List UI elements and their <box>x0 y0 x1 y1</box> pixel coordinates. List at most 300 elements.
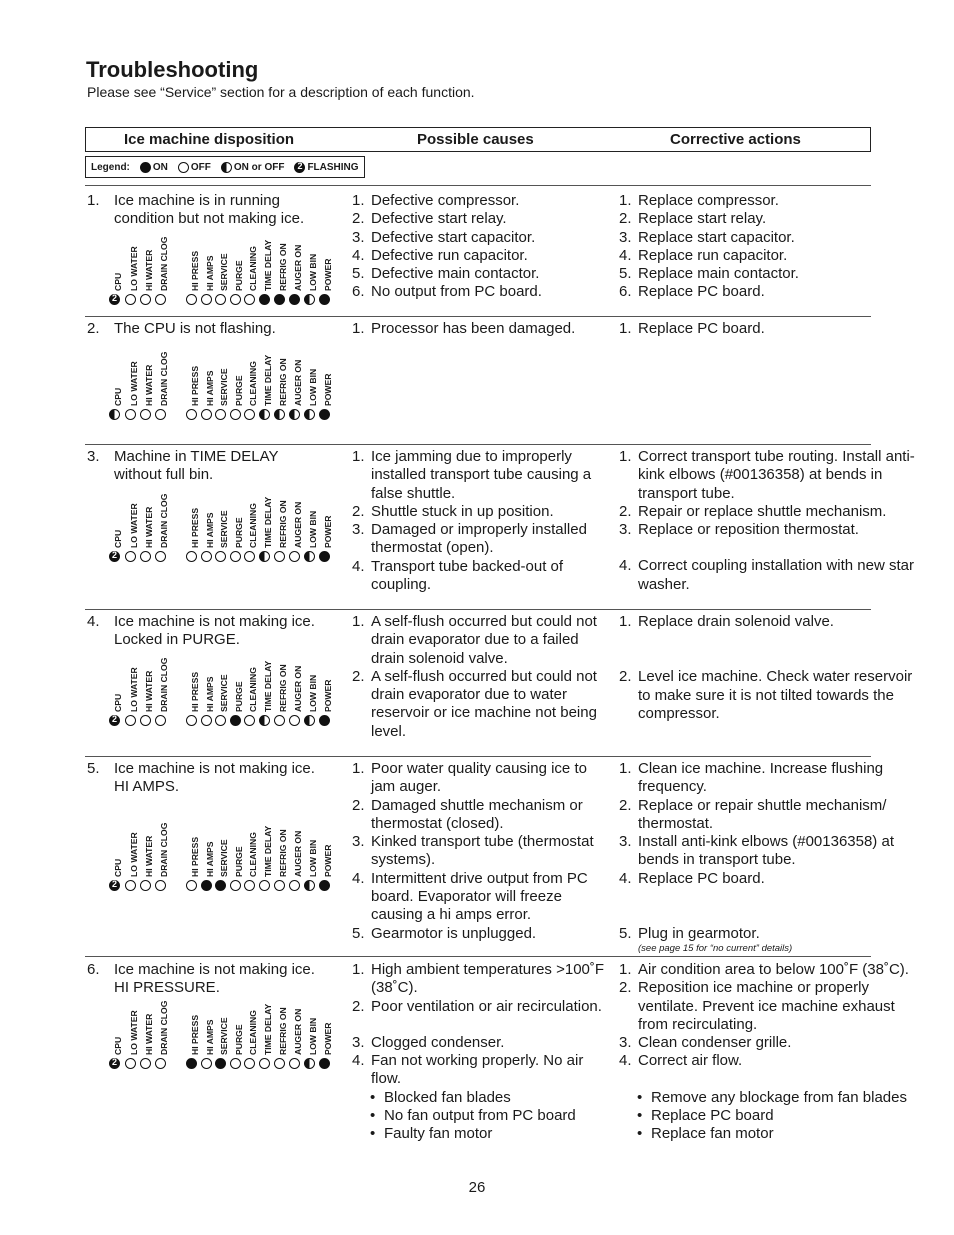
item-number: 4. <box>352 1052 365 1070</box>
item-text: Transport tube backed-out of coupling. <box>371 557 564 594</box>
indicator-label: SERVICE <box>219 1017 229 1055</box>
led-off-icon <box>201 551 212 562</box>
led-off-icon <box>186 715 197 726</box>
led-on-or-off-icon <box>304 880 315 891</box>
led-off-icon <box>244 409 255 420</box>
item-text: Shuttle stuck in up position. <box>371 502 554 520</box>
item-text: Replace PC board. <box>638 283 765 301</box>
list-item <box>352 283 607 301</box>
header-actions: Corrective actions <box>670 131 801 148</box>
item-text: A self-flush occurred but could not drain evaporator due to water reservoir or ice machine not being level. <box>371 667 597 740</box>
indicator-label: HI AMPS <box>205 676 215 712</box>
led-off-icon <box>274 880 285 891</box>
list-item <box>352 320 607 338</box>
row-number: 5. <box>87 760 100 777</box>
legend-on-label: ON <box>152 161 168 173</box>
item-text: Ice jamming due to improperly installed transport tube causing a false shuttle. <box>371 448 592 502</box>
indicator-label: DRAIN CLOG <box>159 822 169 877</box>
item-text: Fan not working properly. No air flow. <box>371 1052 584 1088</box>
list-item <box>352 998 607 1016</box>
led-on-or-off-icon <box>304 409 315 420</box>
row-number: 1. <box>87 192 100 209</box>
item-number: 2. <box>352 796 365 814</box>
item-text: Air condition area to below 100˚F (38˚C). <box>638 961 909 978</box>
item-number: 2. <box>352 502 365 520</box>
indicator-label: CPU <box>113 272 123 291</box>
legend-off-label: OFF <box>190 161 211 173</box>
item-text: Replace drain solenoid valve. <box>638 613 834 630</box>
indicator-label: LO WATER <box>129 361 139 406</box>
item-text: Replace or reposition thermostat. <box>638 521 859 539</box>
item-text: Replace compressor. <box>638 192 779 209</box>
indicator-panel <box>108 482 338 562</box>
item-text: Intermittent drive output from PC board. Evaporator will freeze causing a hi amps error. <box>371 869 588 924</box>
indicator-panel <box>108 646 338 726</box>
indicator-label: TIME DELAY <box>263 496 273 548</box>
led-off-icon <box>140 880 151 891</box>
item-number: 3. <box>352 833 365 851</box>
led-off-icon <box>140 715 151 726</box>
corrective-actions <box>619 613 919 723</box>
indicator-panel <box>108 225 338 305</box>
item-text: Replace or repair shuttle mechanism/ thermostat. <box>638 796 887 832</box>
disposition-line: Ice machine is not making ice. <box>114 961 315 978</box>
list-item <box>619 979 919 1034</box>
indicator-label: PURGE <box>234 517 244 548</box>
page-subtitle: Please see “Service” section for a description of each function. <box>87 84 475 100</box>
item-number: 1. <box>352 760 365 777</box>
disposition-text <box>114 192 344 229</box>
item-text: Defective start relay. <box>371 210 507 228</box>
led-off-icon <box>230 409 241 420</box>
led-on-icon <box>259 294 270 305</box>
led-off-icon <box>230 880 241 891</box>
item-number: 2. <box>619 796 632 814</box>
disposition-line: HI PRESSURE. <box>114 979 220 997</box>
list-item <box>352 833 607 870</box>
led-on-icon <box>215 880 226 891</box>
list-item <box>619 448 919 503</box>
led-off-icon <box>230 551 241 562</box>
bullet-item: • Blocked fan blades <box>352 1089 607 1107</box>
led-off-icon <box>140 409 151 420</box>
indicator-label: AUGER ON <box>293 359 303 406</box>
list-item <box>619 925 919 943</box>
led-off-icon <box>140 1058 151 1069</box>
led-on-or-off-icon <box>304 715 315 726</box>
indicator-label: DRAIN CLOG <box>159 1000 169 1055</box>
indicator-label: SERVICE <box>219 253 229 291</box>
list-item <box>352 265 607 283</box>
indicator-label: POWER <box>323 515 333 548</box>
led-off-icon <box>274 715 285 726</box>
indicator-label: REFRIG ON <box>278 664 288 712</box>
indicator-label: AUGER ON <box>293 1008 303 1055</box>
indicator-label: REFRIG ON <box>278 243 288 291</box>
item-number: 3. <box>619 521 632 539</box>
indicator-label: LO WATER <box>129 832 139 877</box>
list-item <box>619 521 919 539</box>
bullet-item: • No fan output from PC board <box>352 1107 607 1125</box>
led-off-icon <box>155 409 166 420</box>
legend-flashing-icon <box>294 162 305 173</box>
item-text: A self-flush occurred but could not drain evaporator due to a failed drain solenoid valve. <box>371 613 597 667</box>
item-number: 3. <box>352 1033 365 1051</box>
list-item <box>619 613 919 631</box>
bullet-item: • Replace PC board <box>619 1107 919 1125</box>
led-off-icon <box>155 880 166 891</box>
item-number: 1. <box>352 448 365 465</box>
indicator-label: HI AMPS <box>205 255 215 291</box>
item-text: Clogged condenser. <box>371 1033 505 1051</box>
item-text: Damaged or improperly installed thermostat (open). <box>371 521 587 557</box>
disposition-text <box>114 760 344 797</box>
indicator-label: LOW BIN <box>308 1017 318 1055</box>
led-off-icon <box>289 551 300 562</box>
indicator-label: DRAIN CLOG <box>159 236 169 291</box>
indicator-label: LOW BIN <box>308 510 318 548</box>
led-on-or-off-icon <box>289 409 300 420</box>
divider <box>85 316 871 317</box>
list-item <box>352 558 607 595</box>
led-flashing-icon <box>109 551 120 562</box>
led-off-icon <box>140 551 151 562</box>
indicator-label: SERVICE <box>219 674 229 712</box>
item-number: 2. <box>352 997 365 1015</box>
indicator-label: LOW BIN <box>308 253 318 291</box>
indicator-label: TIME DELAY <box>263 660 273 712</box>
led-on-or-off-icon <box>109 409 120 420</box>
disposition-text <box>114 448 344 485</box>
indicator-panel <box>108 340 338 420</box>
possible-causes <box>352 192 607 302</box>
led-on-icon <box>274 294 285 305</box>
indicator-label: CPU <box>113 387 123 406</box>
disposition-line: HI AMPS. <box>114 778 180 796</box>
list-item <box>352 961 607 998</box>
indicator-label: HI PRESS <box>190 250 200 291</box>
divider <box>85 756 871 757</box>
item-number: 2. <box>619 979 632 997</box>
indicator-label: TIME DELAY <box>263 239 273 291</box>
item-text: Poor ventilation or air recirculation. <box>371 997 602 1015</box>
led-off-icon <box>244 1058 255 1069</box>
item-number: 1. <box>619 961 632 978</box>
item-number: 5. <box>352 265 365 283</box>
indicator-label: HI PRESS <box>190 671 200 712</box>
led-off-icon <box>186 880 197 891</box>
led-off-icon <box>125 1058 136 1069</box>
table-header <box>85 127 871 152</box>
item-text: Processor has been damaged. <box>371 320 576 337</box>
indicator-label: DRAIN CLOG <box>159 493 169 548</box>
item-number: 4. <box>352 557 365 575</box>
indicator-label: CLEANING <box>248 667 258 712</box>
item-text: Reposition ice machine or properly ventilate. Prevent ice machine exhaust from recirculating. <box>638 979 895 1033</box>
list-item <box>619 229 919 247</box>
indicator-label: LOW BIN <box>308 674 318 712</box>
led-on-or-off-icon <box>304 294 315 305</box>
indicator-label: LOW BIN <box>308 839 318 877</box>
list-item <box>619 557 919 594</box>
item-number: 1. <box>619 320 632 337</box>
led-off-icon <box>155 715 166 726</box>
led-off-icon <box>215 551 226 562</box>
led-on-icon <box>319 409 330 420</box>
led-off-icon <box>244 294 255 305</box>
item-number: 6. <box>352 283 365 301</box>
item-text: Replace run capacitor. <box>638 246 788 264</box>
led-off-icon <box>230 294 241 305</box>
indicator-label: LOW BIN <box>308 368 318 406</box>
list-item <box>619 1052 919 1070</box>
list-item <box>619 1034 919 1052</box>
indicator-label: HI AMPS <box>205 370 215 406</box>
item-number: 1. <box>619 760 632 777</box>
led-on-icon <box>186 1058 197 1069</box>
led-off-icon <box>155 294 166 305</box>
item-number: 1. <box>352 613 365 630</box>
legend-on-or-off-icon <box>221 162 232 173</box>
indicator-label: REFRIG ON <box>278 358 288 406</box>
indicator-label: CLEANING <box>248 361 258 406</box>
possible-causes <box>352 320 607 338</box>
indicator-label: AUGER ON <box>293 244 303 291</box>
item-text: Clean condenser grille. <box>638 1034 792 1052</box>
list-item <box>619 503 919 521</box>
indicator-label: TIME DELAY <box>263 354 273 406</box>
item-number: 2. <box>619 502 632 520</box>
header-disposition: Ice machine disposition <box>124 131 295 148</box>
list-item <box>352 870 607 925</box>
item-text: Replace main contactor. <box>638 265 799 283</box>
item-text: Correct transport tube routing. Install anti-kink elbows (#00136358) at bends in transport tube. <box>638 448 915 502</box>
list-item <box>352 925 607 943</box>
led-flashing-icon <box>109 715 120 726</box>
indicator-label: HI WATER <box>144 506 154 548</box>
corrective-actions <box>619 320 919 338</box>
divider <box>85 444 871 445</box>
list-item <box>352 503 607 521</box>
disposition-text <box>114 613 344 650</box>
indicator-label: DRAIN CLOG <box>159 657 169 712</box>
led-off-icon <box>201 715 212 726</box>
led-off-icon <box>186 294 197 305</box>
item-text: Defective run capacitor. <box>371 246 528 264</box>
list-item <box>352 247 607 265</box>
item-text: Install anti-kink elbows (#00136358) at bends in transport tube. <box>638 833 894 869</box>
disposition-line: Machine in TIME DELAY <box>114 448 279 465</box>
item-text: Poor water quality causing ice to jam auger. <box>371 760 587 796</box>
item-number: 3. <box>619 228 632 246</box>
item-text: Level ice machine. Check water reservoir to make sure it is not tilted towards the compressor. <box>638 668 913 722</box>
list-item <box>619 760 919 797</box>
led-off-icon <box>140 294 151 305</box>
led-off-icon <box>244 715 255 726</box>
legend-on-icon <box>140 162 151 173</box>
disposition-line: The CPU is not flashing. <box>114 320 276 337</box>
possible-causes <box>352 961 607 1144</box>
led-on-icon <box>230 715 241 726</box>
led-off-icon <box>215 294 226 305</box>
led-on-icon <box>319 880 330 891</box>
possible-causes <box>352 448 607 594</box>
possible-causes <box>352 760 607 943</box>
legend-off-icon <box>178 162 189 173</box>
item-text: Replace PC board. <box>638 320 765 337</box>
disposition-line: condition but not making ice. <box>114 210 305 228</box>
item-number: 1. <box>352 192 365 209</box>
note-text: (see page 15 for “no current” details) <box>638 943 793 955</box>
indicator-label: PURGE <box>234 260 244 291</box>
indicator-label: TIME DELAY <box>263 1003 273 1055</box>
indicator-label: HI WATER <box>144 364 154 406</box>
list-item <box>619 265 919 283</box>
item-number: 3. <box>352 228 365 246</box>
list-item <box>619 870 919 888</box>
row-number: 2. <box>87 320 100 337</box>
item-number: 4. <box>619 1052 632 1070</box>
list-item <box>352 1052 607 1089</box>
indicator-label: CPU <box>113 693 123 712</box>
row-number: 4. <box>87 613 100 630</box>
list-item <box>352 229 607 247</box>
led-on-icon <box>215 1058 226 1069</box>
indicator-label: HI WATER <box>144 1013 154 1055</box>
item-number: 3. <box>352 521 365 539</box>
legend-label: Legend: <box>91 161 130 173</box>
list-item <box>352 668 607 741</box>
item-text: Replace PC board. <box>638 869 765 887</box>
corrective-actions <box>619 961 919 1144</box>
indicator-label: TIME DELAY <box>263 825 273 877</box>
indicator-label: CLEANING <box>248 1010 258 1055</box>
led-on-or-off-icon <box>259 409 270 420</box>
led-on-or-off-icon <box>304 551 315 562</box>
led-off-icon <box>289 880 300 891</box>
list-item <box>619 833 919 870</box>
indicator-label: HI PRESS <box>190 507 200 548</box>
led-on-icon <box>289 294 300 305</box>
item-text: Plug in gearmotor. <box>638 925 760 943</box>
item-number: 5. <box>619 925 632 943</box>
list-item <box>352 797 607 834</box>
legend <box>85 156 365 178</box>
indicator-panel <box>108 811 338 891</box>
led-on-icon <box>319 551 330 562</box>
item-number: 3. <box>619 833 632 851</box>
list-item <box>352 521 607 558</box>
led-on-icon <box>319 1058 330 1069</box>
item-text: Defective start capacitor. <box>371 228 536 246</box>
led-off-icon <box>259 880 270 891</box>
item-number: 2. <box>352 210 365 228</box>
led-off-icon <box>215 715 226 726</box>
list-item <box>619 192 919 210</box>
item-text: Clean ice machine. Increase flushing frequency. <box>638 760 884 796</box>
item-number: 1. <box>352 961 365 978</box>
led-off-icon <box>201 1058 212 1069</box>
list-item <box>619 210 919 228</box>
led-off-icon <box>289 1058 300 1069</box>
led-flashing-icon <box>109 880 120 891</box>
disposition-line: Ice machine is not making ice. <box>114 613 315 630</box>
led-on-or-off-icon <box>259 715 270 726</box>
led-on-or-off-icon <box>274 409 285 420</box>
indicator-label: AUGER ON <box>293 830 303 877</box>
indicator-label: PURGE <box>234 681 244 712</box>
indicator-label: CLEANING <box>248 503 258 548</box>
bullet-item: • Remove any blockage from fan blades <box>619 1089 919 1107</box>
indicator-label: PURGE <box>234 1024 244 1055</box>
led-off-icon <box>125 409 136 420</box>
led-off-icon <box>274 1058 285 1069</box>
item-text: Correct coupling installation with new star washer. <box>638 557 914 593</box>
indicator-label: HI AMPS <box>205 841 215 877</box>
indicator-label: POWER <box>323 373 333 406</box>
list-item <box>352 613 607 668</box>
item-number: 5. <box>619 265 632 283</box>
indicator-label: CPU <box>113 858 123 877</box>
led-off-icon <box>230 1058 241 1069</box>
list-item <box>352 448 607 503</box>
indicator-label: PURGE <box>234 375 244 406</box>
list-item <box>619 320 919 338</box>
indicator-label: HI PRESS <box>190 836 200 877</box>
divider <box>85 956 871 957</box>
indicator-label: REFRIG ON <box>278 829 288 877</box>
led-off-icon <box>244 880 255 891</box>
disposition-line: Ice machine is in running <box>114 192 280 209</box>
item-number: 2. <box>619 210 632 228</box>
indicator-label: DRAIN CLOG <box>159 351 169 406</box>
indicator-label: HI PRESS <box>190 1014 200 1055</box>
led-off-icon <box>155 1058 166 1069</box>
row-number: 3. <box>87 448 100 465</box>
led-on-or-off-icon <box>304 1058 315 1069</box>
indicator-label: HI AMPS <box>205 1019 215 1055</box>
led-off-icon <box>155 551 166 562</box>
legend-on-or-off-label: ON or OFF <box>233 161 285 173</box>
led-off-icon <box>186 551 197 562</box>
list-item <box>619 668 919 723</box>
legend-flashing-label: FLASHING <box>307 161 359 173</box>
indicator-label: HI PRESS <box>190 365 200 406</box>
indicator-label: SERVICE <box>219 368 229 406</box>
item-text: Replace start capacitor. <box>638 228 795 246</box>
item-text: No output from PC board. <box>371 283 542 301</box>
disposition-line: Ice machine is not making ice. <box>114 760 315 777</box>
item-number: 1. <box>352 320 365 337</box>
page-number: 26 <box>468 1179 486 1196</box>
item-text: Defective main contactor. <box>371 265 540 283</box>
led-flashing-icon <box>109 1058 120 1069</box>
led-flashing-icon <box>109 294 120 305</box>
indicator-label: REFRIG ON <box>278 1007 288 1055</box>
list-item <box>619 247 919 265</box>
list-item <box>352 192 607 210</box>
divider <box>85 185 871 186</box>
item-number: 4. <box>352 869 365 887</box>
led-off-icon <box>215 409 226 420</box>
list-item <box>619 961 919 979</box>
item-number: 2. <box>352 667 365 685</box>
indicator-label: AUGER ON <box>293 501 303 548</box>
item-number: 1. <box>619 448 632 465</box>
item-number: 5. <box>352 924 365 942</box>
indicator-label: POWER <box>323 844 333 877</box>
item-text: Kinked transport tube (thermostat systems). <box>371 833 594 869</box>
